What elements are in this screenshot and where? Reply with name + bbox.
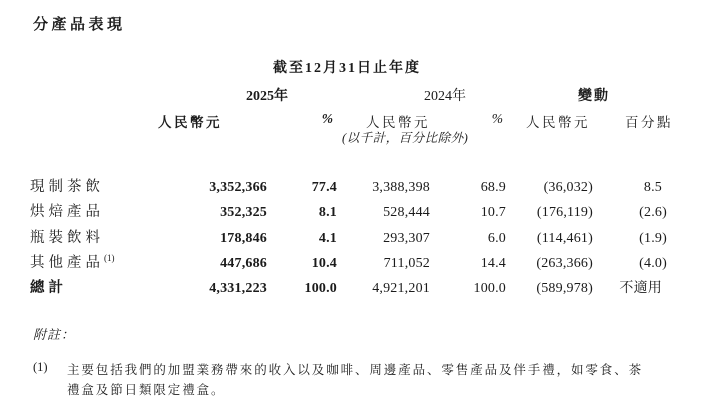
cell-ppt-change: 8.5 xyxy=(643,180,662,195)
cell-rmb-2025: 4,331,223 xyxy=(209,281,267,297)
cell-pct-2024: 6.0 xyxy=(487,230,506,246)
cell-rmb-change: (589,978) xyxy=(536,281,593,297)
cell-pct-2025: 4.1 xyxy=(318,230,337,246)
table-row-total xyxy=(30,276,667,301)
table-row xyxy=(30,175,667,200)
cell-rmb-2024: 293,307 xyxy=(383,230,430,246)
cell-rmb-change: (263,366) xyxy=(536,255,593,271)
footnote-text: 主要包括我們的加盟業務帶來的收入以及咖啡、周邊產品、零售產品及伴手禮，如零食、茶禮盒及節日類限定禮盒。 xyxy=(67,363,644,397)
row-label-text: 烘焙產品 xyxy=(30,204,104,221)
col-group-2025: 2025年 xyxy=(246,89,288,104)
col-header-rmb-2024: 人民幣元 xyxy=(366,115,430,130)
cell-pct-2025: 77.4 xyxy=(311,180,337,195)
segment-performance-table xyxy=(30,175,667,301)
footnote-ref: (1) xyxy=(104,253,115,264)
cell-rmb-change: (176,119) xyxy=(536,205,593,221)
cell-rmb-2025: 352,325 xyxy=(220,205,267,221)
col-header-rmb-change: 人民幣元 xyxy=(526,115,590,130)
row-label xyxy=(30,175,160,200)
cell-ppt-change: (1.9) xyxy=(639,230,667,246)
cell-rmb-2025: 3,352,366 xyxy=(209,180,267,195)
cell-rmb-2024: 711,052 xyxy=(383,255,430,271)
col-header-pct-2024: % xyxy=(491,111,503,126)
table-row xyxy=(30,251,667,276)
row-label-text: 其他產品 xyxy=(30,254,104,271)
footnote-1 xyxy=(33,360,657,400)
row-label xyxy=(30,276,160,301)
cell-rmb-2024: 528,444 xyxy=(383,205,430,221)
cell-rmb-2025: 447,686 xyxy=(220,255,267,271)
notes-heading: 附註： xyxy=(33,327,76,342)
cell-ppt-change: 不適用 xyxy=(619,281,662,297)
footnote-marker: (1) xyxy=(33,360,48,374)
cell-rmb-change: (36,032) xyxy=(543,180,593,195)
cell-ppt-change: (4.0) xyxy=(639,255,667,271)
cell-pct-2024: 14.4 xyxy=(480,255,506,271)
col-group-change: 變動 xyxy=(578,89,610,104)
cell-pct-2024: 10.7 xyxy=(480,205,506,221)
table-row xyxy=(30,200,667,225)
row-label-text: 總計 xyxy=(30,280,67,297)
cell-pct-2025: 8.1 xyxy=(318,205,337,221)
cell-pct-2025: 10.4 xyxy=(311,255,337,271)
cell-rmb-2024: 3,388,398 xyxy=(372,180,430,195)
cell-pct-2024: 68.9 xyxy=(480,180,506,195)
col-header-pct-2025: % xyxy=(321,111,333,126)
row-label xyxy=(30,200,160,225)
period-header: 截至12月31日止年度 xyxy=(273,61,421,76)
cell-ppt-change: (2.6) xyxy=(639,205,667,221)
col-header-ppt-change: 百分點 xyxy=(625,115,673,130)
cell-pct-2024: 100.0 xyxy=(473,281,506,297)
col-group-2024: 2024年 xyxy=(424,89,466,104)
row-label xyxy=(30,251,160,276)
cell-rmb-change: (114,461) xyxy=(536,230,593,246)
cell-pct-2025: 100.0 xyxy=(304,281,337,297)
cell-rmb-2024: 4,921,201 xyxy=(372,281,430,297)
row-label xyxy=(30,226,160,251)
cell-rmb-2025: 178,846 xyxy=(220,230,267,246)
page-title: 分產品表現 xyxy=(33,17,126,33)
table-row xyxy=(30,226,667,251)
row-label-text: 瓶裝飲料 xyxy=(30,229,104,246)
col-header-rmb-2025: 人民幣元 xyxy=(158,115,222,130)
unit-note: (以千計，百分比除外) xyxy=(342,131,469,145)
row-label-text: 現制茶飲 xyxy=(30,179,104,195)
